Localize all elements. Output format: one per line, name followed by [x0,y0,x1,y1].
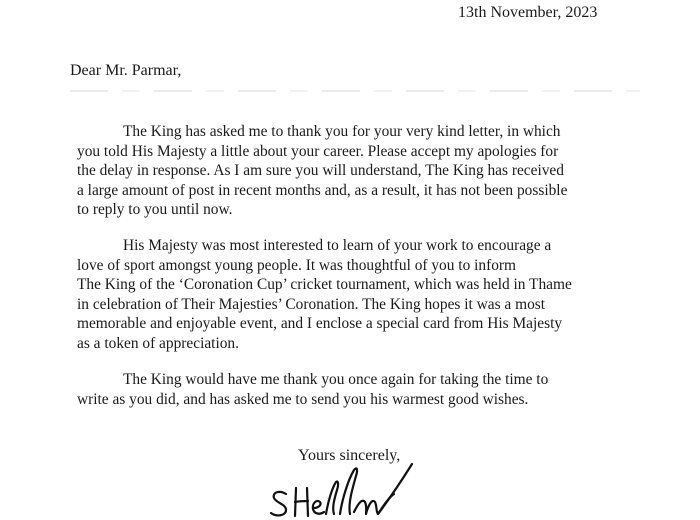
paragraph-line: you told His Majesty a little about your career. Please accept my apologies for [77,142,559,160]
paragraph-line: The King has asked me to thank you for your very kind letter, in which [123,123,561,140]
scan-artifact-line [70,90,640,92]
paragraph-thanks [77,122,637,220]
paragraph-interest [77,236,637,354]
paragraph-line: The King of the ‘Coronation Cup’ cricket tournament, which was held in Thame [77,276,572,294]
closing-phrase: Yours sincerely, [298,447,401,464]
paragraph-line: His Majesty was most interested to learn of your work to encourage a [123,237,552,254]
paragraph-line: The King would have me thank you once again for taking the time to [123,371,549,388]
paragraph-line: memorable and enjoyable event, and I enclose a special card from His Majesty [77,315,563,333]
paragraph-line: as a token of appreciation. [77,334,239,352]
letter-date: 13th November, 2023 [458,4,598,21]
paragraph-line: in celebration of Their Majesties’ Coronation. The King hopes it was a most [77,295,546,313]
paragraph-line: to reply to you until now. [77,201,233,219]
paragraph-line: love of sport amongst young people. It was thoughtful of you to inform [77,256,517,274]
handwritten-signature [262,458,432,520]
paragraph-line: a large amount of post in recent months and, as a result, it has not been possible [77,181,568,199]
paragraph-line: write as you did, and has asked me to send you his warmest good wishes. [77,390,529,408]
paragraph-line: the delay in response. As I am sure you will understand, The King has received [77,162,564,180]
salutation: Dear Mr. Parmar, [70,62,182,79]
paragraph-closing-wishes [77,370,637,409]
